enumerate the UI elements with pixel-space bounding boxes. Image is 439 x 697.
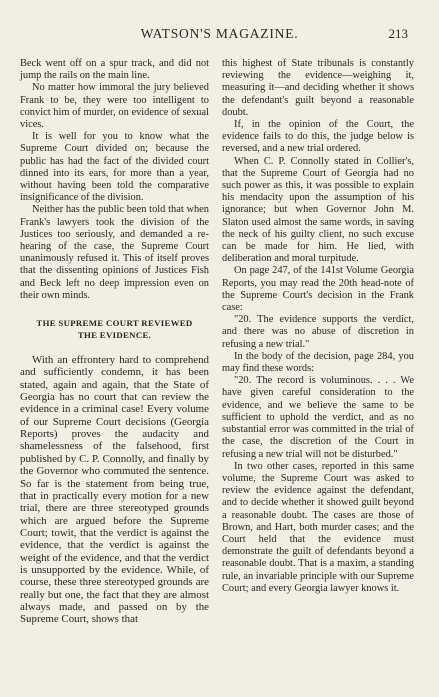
section-heading (20, 317, 209, 341)
paragraph: If, in the opinion of the Court, the evidence fails to do this, the judge below is reversed, and a new trial ordered. (222, 119, 414, 155)
paragraph: In the body of the decision, page 284, you may find these words: (222, 350, 414, 375)
quote: "20. The evidence supports the verdict, and there was no abuse of discretion in refusing a new trial." (222, 314, 414, 350)
larger-text-block (20, 354, 209, 626)
paragraph: In two other cases, reported in this same volume, the Supreme Court was asked to review the evidence against the defendant, and to decide whether it showed guilt beyond a reasonable doubt. The cases are those of Brown, and Hart, both murder cases; and the Court held that the evidence must demonstrate the guilt of defendants beyond a reasonable doubt. That is a maxim, a standing rule, an invariable principle with our Supreme Court; and every Georgia lawyer knows it. (222, 460, 414, 594)
paragraph: When C. P. Connolly stated in Collier's, that the Supreme Court of Georgia had no such power as this, it was possible to explain his mendacity upon the assumption of his ignorance; but when Governor John M. Slaton used almost the same words, in saving the neck of his guilty client, no such excuse can be made for him. He lied, with deliberation and moral turpitude. (222, 155, 414, 265)
paragraph: Neither has the public been told that when Frank's lawyers took the division of the Justices too seriously, and demanded a re-hearing of the case, the Supreme Court unanimously refused it. This of itself proves that the dissenting opinions of Justices Fish and Beck left no deep impression even on their own minds. (20, 204, 209, 301)
left-column (20, 58, 209, 626)
paragraph: No matter how immoral the jury believed Frank to be, they were too intelligent to convict him of murder, on evidence of sexual vices. (20, 82, 209, 131)
section-heading-line: THE SUPREME COURT REVIEWED (36, 318, 193, 329)
paragraph: With an effrontery hard to comprehend and sufficiently condemn, it has been stated, again and again, that the State of Georgia has no court that can review the evidence in a criminal case! Every volume of our Supreme Court decisions (Georgia Reports) proves the audacity and shamelessness of the falsehood, first published by C. P. Connolly, and finally by the Governor who commuted the sentence. So far is the statement from being true, that in practically every motion for a new trial, there are three stereotyped grounds which are argued before the Supreme Court; towit, that the verdict is against the evidence, that the verdict is against the weight of the evidence, and that the verdict is unsupported by the evidence. While, of course, these three stereotyped grounds are really but one, the fact that they are almost always made, and passed on by the Supreme Court, shows that (20, 354, 209, 626)
quote: "20. The record is voluminous. . . . We have given careful consideration to the evidence, and we believe the same to be sufficient to uphold the verdict, and as no substantial error was committed in the trial of the case, the discretion of the Court in refusing a new trial will not be disturbed." (222, 375, 414, 460)
paragraph: On page 247, of the 141st Volume Georgia Reports, you may read the 20th head-note of the Supreme Court's decision in the Frank case: (222, 265, 414, 314)
paragraph: this highest of State tribunals is constantly reviewing the evidence—weighing it, measuring it—and deciding whether it shows the defendant's guilt beyond a reasonable doubt. (222, 58, 414, 118)
paragraph: It is well for you to know what the Supreme Court divided on; because the public has had the fact of the divided court dinned into its ears, for more than a year, without having been told the comparative insignificance of the division. (20, 131, 209, 204)
page-header (0, 26, 439, 46)
paragraph: Beck went off on a spur track, and did not jump the rails on the main line. (20, 58, 209, 82)
page-number: 213 (388, 26, 408, 41)
running-title: WATSON'S MAGAZINE. (140, 26, 299, 41)
section-heading-line: THE EVIDENCE. (77, 330, 152, 341)
right-column (222, 58, 414, 595)
